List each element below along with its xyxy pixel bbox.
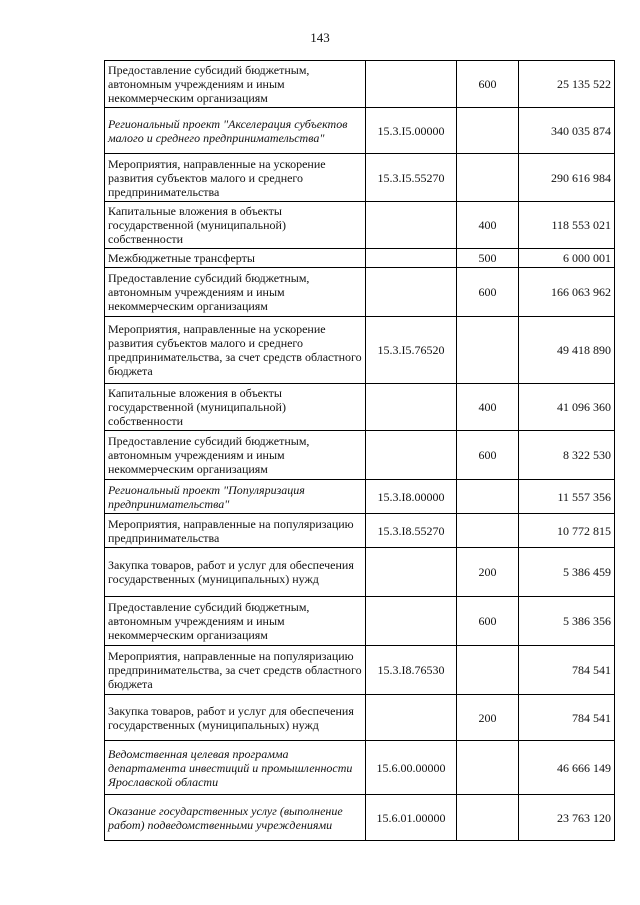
row-code: 15.3.I5.55270: [366, 154, 457, 202]
table-row: [105, 384, 615, 431]
row-expense-type: 600: [457, 597, 519, 646]
row-amount: 49 418 890: [519, 317, 615, 384]
row-name: Предоставление субсидий бюджетным, автономным учреждениям и иным некоммерческим организациям: [105, 268, 366, 317]
row-amount: 41 096 360: [519, 384, 615, 431]
row-expense-type: [457, 317, 519, 384]
row-expense-type: [457, 646, 519, 695]
row-expense-type: 600: [457, 61, 519, 108]
row-code: [366, 268, 457, 317]
table-row: [105, 741, 615, 795]
row-amount: 10 772 815: [519, 514, 615, 548]
row-expense-type: 200: [457, 548, 519, 597]
row-expense-type: [457, 154, 519, 202]
table-row: [105, 154, 615, 202]
table-row: [105, 431, 615, 480]
row-name: Капитальные вложения в объекты государственной (муниципальной) собственности: [105, 202, 366, 249]
row-expense-type: [457, 480, 519, 514]
row-expense-type: [457, 514, 519, 548]
table-row: [105, 695, 615, 741]
table-row: [105, 249, 615, 268]
row-code: 15.3.I8.55270: [366, 514, 457, 548]
row-amount: 25 135 522: [519, 61, 615, 108]
row-name: Закупка товаров, работ и услуг для обеспечения государственных (муниципальных) нужд: [105, 548, 366, 597]
budget-table: [104, 60, 615, 841]
row-name: Мероприятия, направленные на ускорение развития субъектов малого и среднего предпринимательства: [105, 154, 366, 202]
row-name: Межбюджетные трансферты: [105, 249, 366, 268]
row-code: 15.6.00.00000: [366, 741, 457, 795]
row-expense-type: 400: [457, 384, 519, 431]
row-amount: 23 763 120: [519, 795, 615, 841]
row-code: 15.3.I8.76530: [366, 646, 457, 695]
row-code: [366, 431, 457, 480]
row-name: Предоставление субсидий бюджетным, автономным учреждениям и иным некоммерческим организациям: [105, 61, 366, 108]
row-expense-type: [457, 741, 519, 795]
row-amount: 5 386 459: [519, 548, 615, 597]
row-code: [366, 548, 457, 597]
row-amount: 8 322 530: [519, 431, 615, 480]
row-amount: 784 541: [519, 695, 615, 741]
row-code: 15.6.01.00000: [366, 795, 457, 841]
row-name: Мероприятия, направленные на популяризацию предпринимательства: [105, 514, 366, 548]
row-code: 15.3.I5.00000: [366, 108, 457, 154]
table-row: [105, 108, 615, 154]
page-number: 143: [310, 30, 330, 45]
table-row: [105, 548, 615, 597]
row-code: [366, 61, 457, 108]
row-name: Региональный проект "Популяризация предпринимательства": [105, 480, 366, 514]
table-row: [105, 795, 615, 841]
table-row: [105, 61, 615, 108]
row-expense-type: 500: [457, 249, 519, 268]
table-row: [105, 317, 615, 384]
table-row: [105, 268, 615, 317]
row-code: 15.3.I5.76520: [366, 317, 457, 384]
row-name: Закупка товаров, работ и услуг для обеспечения государственных (муниципальных) нужд: [105, 695, 366, 741]
row-name: Региональный проект "Акселерация субъектов малого и среднего предпринимательства": [105, 108, 366, 154]
row-amount: 118 553 021: [519, 202, 615, 249]
row-expense-type: 600: [457, 268, 519, 317]
table-row: [105, 646, 615, 695]
row-expense-type: [457, 108, 519, 154]
row-code: [366, 597, 457, 646]
row-amount: 11 557 356: [519, 480, 615, 514]
row-amount: 6 000 001: [519, 249, 615, 268]
table-row: [105, 480, 615, 514]
row-code: [366, 695, 457, 741]
row-name: Оказание государственных услуг (выполнение работ) подведомственными учреждениями: [105, 795, 366, 841]
table-row: [105, 514, 615, 548]
row-expense-type: [457, 795, 519, 841]
row-name: Капитальные вложения в объекты государственной (муниципальной) собственности: [105, 384, 366, 431]
row-amount: 340 035 874: [519, 108, 615, 154]
table-row: [105, 597, 615, 646]
row-name: Предоставление субсидий бюджетным, автономным учреждениям и иным некоммерческим организациям: [105, 431, 366, 480]
budget-table-body: [105, 61, 615, 841]
row-code: 15.3.I8.00000: [366, 480, 457, 514]
row-amount: 784 541: [519, 646, 615, 695]
row-name: Ведомственная целевая программа департамента инвестиций и промышленности Ярославской области: [105, 741, 366, 795]
row-name: Предоставление субсидий бюджетным, автономным учреждениям и иным некоммерческим организациям: [105, 597, 366, 646]
row-code: [366, 384, 457, 431]
row-code: [366, 249, 457, 268]
row-expense-type: 400: [457, 202, 519, 249]
row-amount: 290 616 984: [519, 154, 615, 202]
row-name: Мероприятия, направленные на ускорение развития субъектов малого и среднего предпринимательства, за счет средств областного бюджета: [105, 317, 366, 384]
row-expense-type: 200: [457, 695, 519, 741]
row-amount: 5 386 356: [519, 597, 615, 646]
table-row: [105, 202, 615, 249]
row-amount: 166 063 962: [519, 268, 615, 317]
row-name: Мероприятия, направленные на популяризацию предпринимательства, за счет средств областного бюджета: [105, 646, 366, 695]
row-amount: 46 666 149: [519, 741, 615, 795]
row-code: [366, 202, 457, 249]
row-expense-type: 600: [457, 431, 519, 480]
